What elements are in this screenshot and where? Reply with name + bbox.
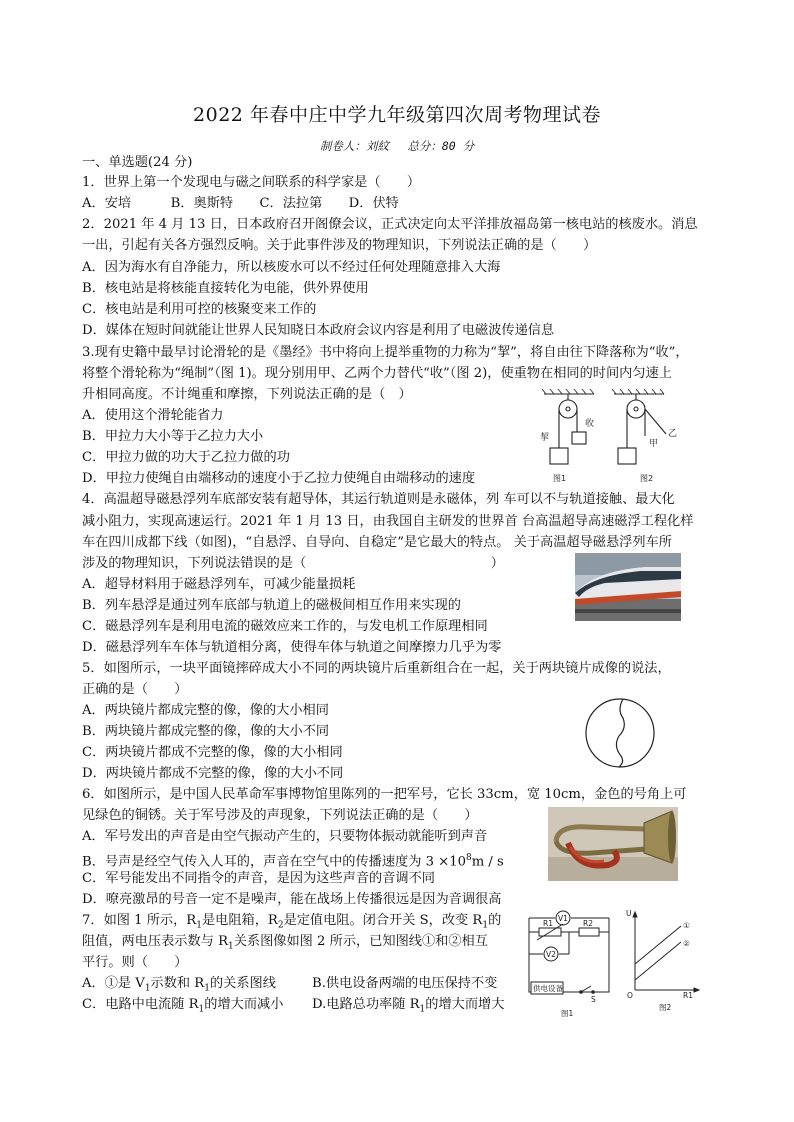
q7-option-b: B.供电设备两端的电压保持不变 [312, 976, 498, 991]
q5-stem-line1: 5．如图所示，一块平面镜摔碎成大小不同的两块镜片后重新组合在一起，关于两块镜片成像的说法， [82, 661, 671, 676]
q2-stem-line1: 2．2021 年 4 月 13 日，日本政府召开阁僚会议，正式决定向太平洋排放福岛第一核电站的核废水。消息 [82, 217, 698, 232]
circuit-figure [525, 902, 705, 1027]
section-heading: 一、单选题(24 分) [82, 155, 193, 170]
label-curve1: ① [683, 921, 690, 930]
q5-option-b: B．两块镜片都成完整的像，像的大小不同 [82, 724, 330, 739]
maglev-train-photo [575, 553, 681, 621]
pulley-figure [528, 388, 688, 486]
q6-option-a: A．军号发出的声音是由空气振动产生的，只要物体振动就能听到声音 [82, 829, 488, 844]
q6-option-d: D．嘹亮激昂的号音一定不是噪声，能在战场上传播很远是因为音调很高 [82, 892, 502, 907]
q4-stem-line1: 4．高温超导磁悬浮列车底部安装有超导体，其运行轨道则是永磁体，列 车可以不与轨道接触、最大化 [82, 492, 675, 507]
q4-option-c: C．磁悬浮列车是利用电流的磁效应来工作的，与发电机工作原理相同 [82, 619, 488, 634]
q7-option-a: A．①是 $V_1$示数和 $R_1$的关系图线 [82, 976, 276, 994]
q7-option-d: D.电路总功率随 $R_1$的增大而增大 [312, 997, 505, 1015]
q1-stem: 1．世界上第一个发现电与磁之间联系的科学家是（ ） [82, 175, 421, 190]
q7-stem-line3: 平行。则（ ） [82, 955, 188, 970]
circuit-fig1-caption: 图1 [561, 1009, 574, 1018]
q6-stem-line1: 6．如图所示，是中国人民革命军事博物馆里陈列的一把军号，它长 33cm，宽 10cm，金色的号角上可 [82, 787, 687, 802]
q4-stem-line2: 减小阻力，实现高速运行。2021 年 1 月 13 日，由我国自主研发的世界首 台高温超导高速磁浮工程化样 [82, 514, 694, 529]
q4-stem-line3: 车在四川成都下线（如图)，“自悬浮、自导向、自稳定”是它最大的特点。 关于高温超导磁悬浮列车所 [82, 535, 672, 550]
q2-option-c: C．核电站是利用可控的核聚变来工作的 [82, 302, 317, 317]
q3-stem-line2: 将整个滑轮称为“绳制”（图 1)。现分别用甲、乙两个力替代“收”（图 2)，使重物在相同的时间内匀速上 [82, 366, 672, 381]
q6-stem-line2: 见绿色的铜锈。关于军号涉及的声现象，下列说法正确的是（ ） [82, 808, 478, 823]
page-title: 2022 年春中庄中学九年级第四次周考物理试卷 [193, 104, 601, 126]
fig1-caption: 图1 [553, 474, 567, 483]
q2-option-d: D．媒体在短时间就能让世界人民知晓日本政府会议内容是利用了电磁波传递信息 [82, 323, 555, 338]
bugle-photo [548, 807, 678, 881]
q3-stem-line3: 升相同高度。不计绳重和摩擦，下列说法正确的是（ ） [82, 387, 412, 402]
q3-option-c: C．甲拉力做的功大于乙拉力做的功 [82, 450, 290, 465]
q4-option-a: A．超导材料用于磁悬浮列车，可减少能量损耗 [82, 577, 356, 592]
q4-option-b: B．列车悬浮是通过列车底部与轨道上的磁极间相互作用来实现的 [82, 598, 461, 613]
q3-stem-line1: 3.现有史籍中最早讨论滑轮的是《墨经》书中将向上提举重物的力称为“挈”，将自由往下降落称为“收”， [82, 345, 689, 360]
page-subtitle: 制卷人：刘紋 总分：80 分 [319, 139, 475, 153]
q1-options: A．安培 B．奥斯特 C．法拉第 D．伏特 [82, 196, 399, 211]
q7-stem-line1: 7．如图 1 所示，$R_1$是电阻箱，$R_2$是定值电阻。闭合开关 S，改变 $R_1$的 [82, 913, 502, 931]
label-r2: R2 [583, 919, 593, 928]
q6-option-c: C．军号能发出不同指令的声音，是因为这些声音的音调不同 [82, 871, 435, 886]
label-switch: S [591, 995, 596, 1004]
q4-option-d: D．磁悬浮列车车体与轨道相分离，使得车体与轨道之间摩擦力几乎为零 [82, 640, 502, 655]
fig2-caption: 图2 [640, 474, 654, 483]
label-shou: 收 [585, 419, 595, 429]
label-u-axis: U [626, 909, 632, 918]
label-v1: V1 [558, 914, 568, 923]
q5-option-c: C．两块镜片都成不完整的像，像的大小相同 [82, 745, 343, 760]
label-r1: R1 [543, 919, 553, 928]
label-curve2: ② [683, 939, 690, 948]
q5-option-a: A．两块镜片都成完整的像，像的大小相同 [82, 703, 329, 718]
q2-option-b: B．核电站是将核能直接转化为电能，供外界使用 [82, 281, 369, 296]
graph-fig2-caption: 图2 [659, 1003, 672, 1012]
label-r1-axis: R1 [683, 991, 693, 1000]
label-jia: 甲 [649, 439, 659, 449]
q6-option-b: B．号声是经空气传入人耳的，声音在空气中的传播速度为 $3 \times 10^8m / s$ [82, 853, 504, 870]
broken-mirror-figure [583, 690, 657, 776]
q5-option-d: D．两块镜片都成不完整的像，像的大小不同 [82, 766, 344, 781]
label-yi: 乙 [668, 429, 678, 439]
label-v2: V2 [546, 950, 556, 959]
q3-option-d: D．甲拉力使绳自由端移动的速度小于乙拉力使绳自由端移动的速度 [82, 471, 476, 486]
q2-stem-line2: 一出，引起有关各方强烈反响。关于此事件涉及的物理知识，下列说法正确的是（ ） [82, 238, 597, 253]
q2-option-a: A．因为海水有自净能力，所以核废水可以不经过任何处理随意排入大海 [82, 260, 501, 275]
q7-option-c: C．电路中电流随 $R_1$的增大而减小 [82, 997, 284, 1015]
label-supply: 供电设备 [533, 984, 563, 993]
label-qie: 挈 [540, 433, 550, 443]
q3-option-a: A．使用这个滑轮能省力 [82, 408, 224, 423]
label-origin: O [627, 991, 633, 1000]
q4-stem-line4: 涉及的物理知识，下列说法错误的是（ ） [82, 556, 504, 571]
q5-stem-line2: 正确的是（ ） [82, 682, 188, 697]
q7-stem-line2: 阻值，两电压表示数与 $R_1$关系图像如图 2 所示，已知图线①和②相互 [82, 934, 488, 952]
q3-option-b: B．甲拉力大小等于乙拉力大小 [82, 429, 264, 444]
